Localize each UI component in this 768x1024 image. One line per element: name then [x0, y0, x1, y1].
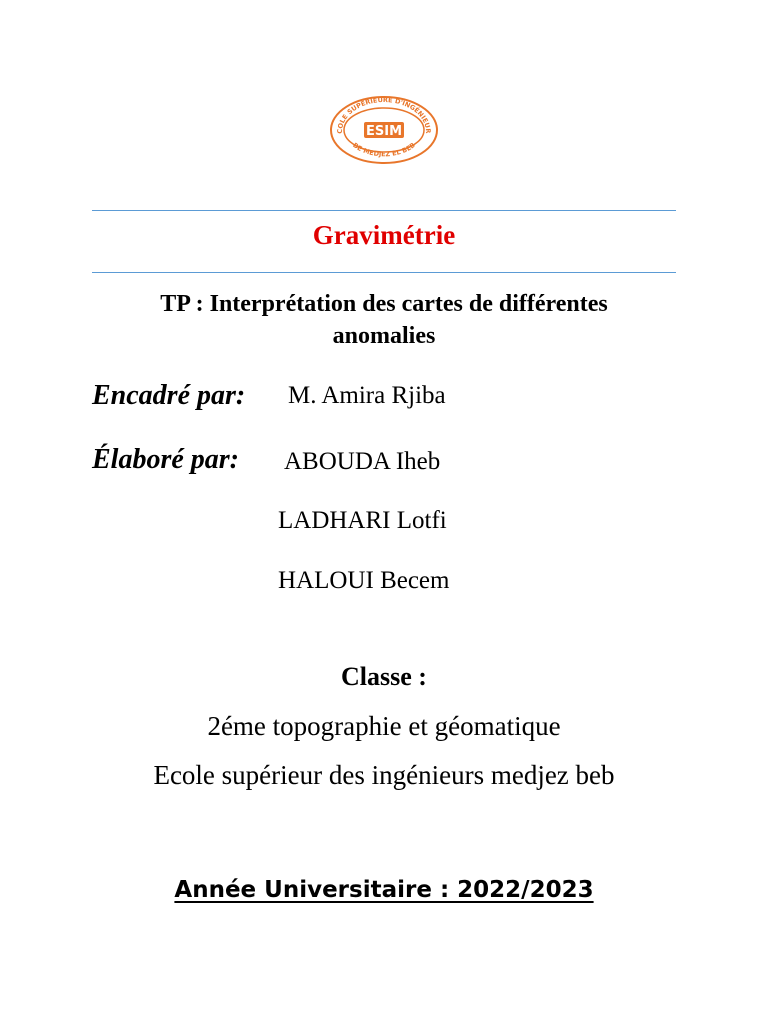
- member-name: ABOUDA Iheb: [284, 448, 441, 475]
- document-title: Gravimétrie: [312, 220, 456, 250]
- top-rule: [92, 210, 676, 211]
- encadre-value: M. Amira Rjiba: [288, 382, 446, 409]
- tp-heading-line2: anomalies: [332, 323, 436, 349]
- classe-value: 2éme topographie et géomatique: [207, 711, 561, 741]
- bottom-rule: [92, 272, 676, 273]
- member-name: LADHARI Lotfi: [278, 507, 447, 534]
- tp-heading-line1: TP : Interprétation des cartes de différentes: [160, 291, 608, 317]
- academic-year: [0, 877, 768, 903]
- encadre-label: Encadré par:: [92, 380, 246, 411]
- school-logo: [328, 96, 440, 164]
- logo-ring-top-text: COLE SUPÉRIEURE D'INGÉNIEUR: [335, 96, 433, 134]
- tp-heading: [100, 288, 668, 352]
- academic-year-text: Année Universitaire : 2022/2023: [174, 877, 594, 903]
- logo-center-text: ESIM: [365, 124, 403, 139]
- logo-ring-bottom-text: DE MEDJEZ EL BEB: [351, 141, 417, 159]
- school-name: Ecole supérieur des ingénieurs medjez beb: [153, 760, 615, 790]
- classe-label: Classe :: [341, 662, 427, 691]
- member-name: HALOUI Becem: [278, 567, 450, 594]
- elabore-label: Élaboré par:: [92, 444, 239, 475]
